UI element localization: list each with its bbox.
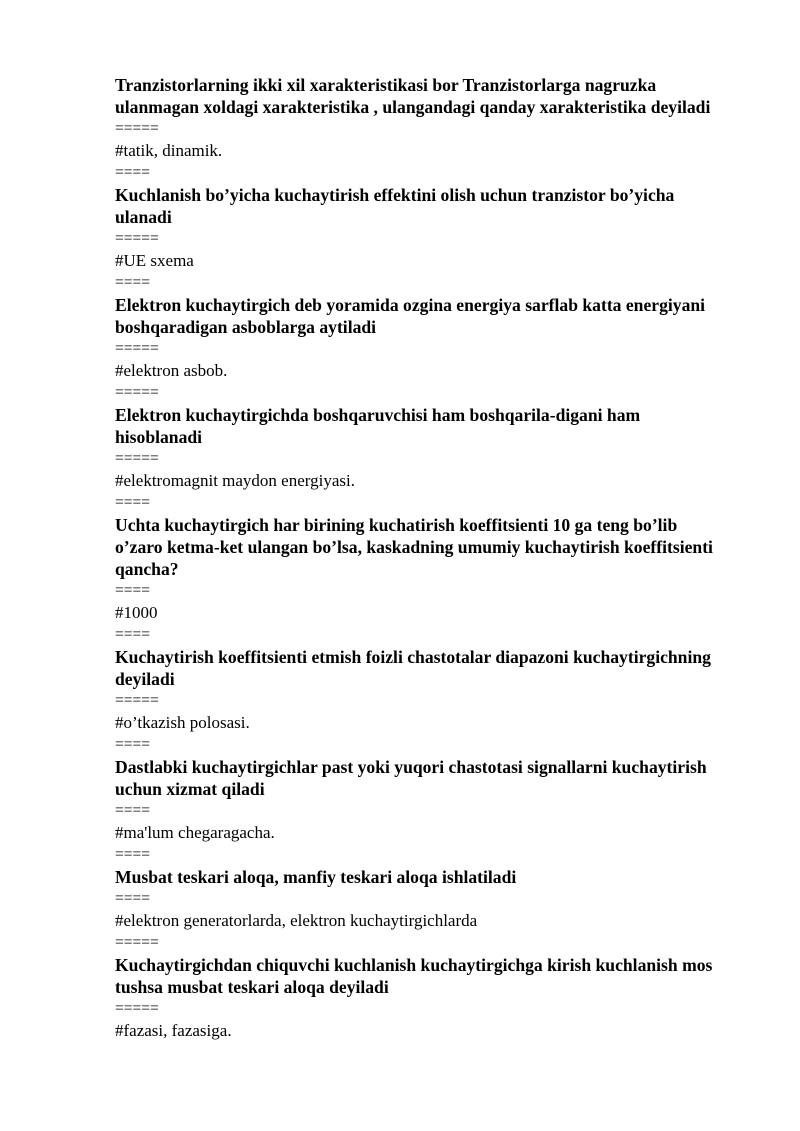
qa-item-9 (115, 954, 725, 1042)
answer-text: #ma'lum chegaragacha. (115, 823, 275, 842)
answer-text: #elektron asbob. (115, 361, 228, 380)
answer-text: #o’tkazish polosasi. (115, 713, 250, 732)
separator: ==== (115, 582, 150, 599)
separator: ===== (115, 120, 159, 137)
separator: ===== (115, 384, 159, 401)
qa-item-4 (115, 404, 725, 514)
question-text: Kuchlanish bo’yicha kuchaytirish effektini olish uchun tranzistor bo’yicha ulanadi (115, 185, 675, 227)
question-text: Elektron kuchaytirgich deb yoramida ozgina energiya sarflab katta energiyani boshqaradigan asboblarga aytiladi (115, 295, 706, 337)
question-text: Musbat teskari aloqa, manfiy teskari aloqa ishlatiladi (115, 867, 517, 887)
separator: ===== (115, 692, 159, 709)
question-text: Kuchaytirgichdan chiquvchi kuchlanish kuchaytirgichga kirish kuchlanish mos tushsa musbat teskari aloqa deyiladi (115, 955, 713, 997)
separator: ==== (115, 846, 150, 863)
separator: ==== (115, 736, 150, 753)
separator: ===== (115, 934, 159, 951)
qa-item-5 (115, 514, 725, 646)
qa-item-2 (115, 184, 725, 294)
separator: ===== (115, 1000, 159, 1017)
separator: ==== (115, 494, 150, 511)
separator: ===== (115, 230, 159, 247)
qa-item-7 (115, 756, 725, 866)
separator: ===== (115, 450, 159, 467)
document-page (115, 74, 725, 1042)
qa-item-6 (115, 646, 725, 756)
qa-item-1 (115, 74, 725, 184)
qa-item-8 (115, 866, 725, 954)
question-text: Dastlabki kuchaytirgichlar past yoki yuqori chastotasi signallarni kuchaytirish uchun xizmat qiladi (115, 757, 707, 799)
answer-text: #elektron generatorlarda, elektron kuchaytirgichlarda (115, 911, 478, 930)
question-text: Elektron kuchaytirgichda boshqaruvchisi ham boshqarila-digani ham hisoblanadi (115, 405, 641, 447)
answer-text: #tatik, dinamik. (115, 141, 223, 160)
answer-text: #UE sxema (115, 251, 194, 270)
separator: ==== (115, 164, 150, 181)
question-text: Kuchaytirish koeffitsienti etmish foizli chastotalar diapazoni kuchaytirgichning deyiladi (115, 647, 711, 689)
question-text: Tranzistorlarning ikki xil xarakteristikasi bor Tranzistorlarga nagruzka ulanmagan xoldagi xarakteristika , ulangandagi qanday xarakteristika deyiladi (115, 75, 711, 117)
separator: ==== (115, 802, 150, 819)
answer-text: #1000 (115, 603, 158, 622)
answer-text: #fazasi, fazasiga. (115, 1021, 232, 1040)
separator: ==== (115, 626, 150, 643)
separator: ==== (115, 890, 150, 907)
qa-item-3 (115, 294, 725, 404)
separator: ==== (115, 274, 150, 291)
question-text: Uchta kuchaytirgich har birining kuchatirish koeffitsienti 10 ga teng bo’lib o’zaro ketma-ket ulangan bo’lsa, kaskadning umumiy kuchaytirish koeffitsienti qancha? (115, 515, 713, 579)
answer-text: #elektromagnit maydon energiyasi. (115, 471, 355, 490)
separator: ===== (115, 340, 159, 357)
